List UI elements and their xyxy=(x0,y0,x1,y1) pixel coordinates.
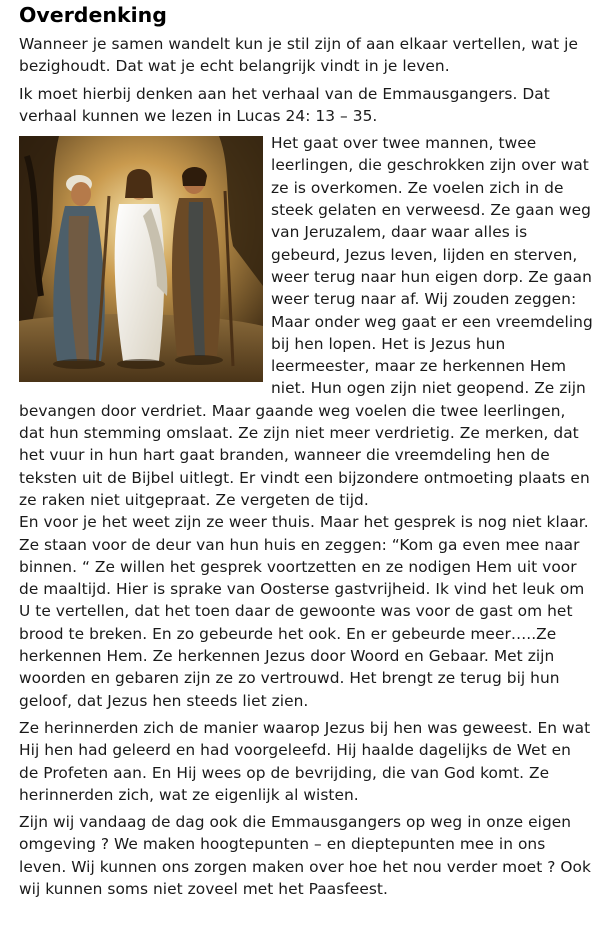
paragraph-today: Zijn wij vandaag de dag ook die Emmausgangers op weg in onze eigen omgeving ? We maken hoogtepunten – en dieptepunten mee in ons leven. Wij kunnen ons zorgen maken over hoe het nou verder moet ? Ook wij kunnen soms niet zoveel met het Paasfeest. xyxy=(19,813,591,898)
emmaus-painting-image xyxy=(19,136,263,382)
paragraph-story: Het gaat over twee mannen, twee leerlingen, die geschrokken zijn over wat ze is overkomen. Ze voelen zich in de steek gelaten en verweesd. Ze gaan weg van Jeruzalem, daar waar alles is gebeurd, Jezus leven, lijden en sterven, weer terug naar hun eigen dorp. Ze gaan weer terug naar af. Wij zouden zeggen: Maar onder weg gaat er een vreemdeling bij hen lopen. Het is Jezus hun leermeester, maar ze herkennen Hem niet. Hun ogen zijn niet geopend. Ze zijn bevangen door verdriet. Maar gaande weg voelen die twee leerlingen, dat hun stemming omslaat. Ze zijn niet meer verdrietig. Ze merken, dat het vuur in hun hart gaat branden, wanneer die vreemdeling hen de teksten uit de Bijbel uitlegt. Er vindt een bijzondere ontmoeting plaats en ze raken niet uitgepraat. Ze vergeten de tijd. xyxy=(19,134,593,509)
emmaus-painting-illustration xyxy=(19,136,263,382)
paragraph-emmaus-reference: Ik moet hierbij denken aan het verhaal van de Emmausgangers. Dat verhaal kunnen we lezen in Lucas 24: 13 – 35. xyxy=(19,84,550,125)
paragraph-homecoming: En voor je het weet zijn ze weer thuis. Maar het gesprek is nog niet klaar. Ze staan voor de deur van hun huis en zeggen: “Kom ga even mee naar binnen. “ Ze willen het gesprek voortzetten en ze nodigen Hem uit voor de maaltijd. Hier is sprake van Oosterse gastvrijheid. Ik vind het leuk om U te vertellen, dat het toen daar de gewoonte was voor de gast om het brood te breken. En zo gebeurde het ook. En er gebeurde meer…..Ze herkennen Hem. Ze herkennen Jezus door Woord en Gebaar. Met zijn woorden en gebaren zijn ze zo vertrouwd. Het brengt ze terug bij hun geloof, dat Jezus hen steeds liet zien. xyxy=(19,513,589,710)
paragraph-remembrance: Ze herinnerden zich de manier waarop Jezus bij hen was geweest. En wat Hij hen had geleerd en had voorgeleefd. Hij haalde dagelijks de Wet en de Profeten aan. En Hij wees op de bevrijding, die van God komt. Ze herinnerden zich, wat ze eigenlijk al wisten. xyxy=(19,718,591,804)
paragraph-intro: Wanneer je samen wandelt kun je stil zijn of aan elkaar vertellen, wat je bezighoudt. Dat wat je echt belangrijk vindt in je leven. xyxy=(19,35,579,76)
story-block xyxy=(19,132,593,511)
page-title: Overdenking xyxy=(19,3,167,27)
article xyxy=(19,0,593,900)
